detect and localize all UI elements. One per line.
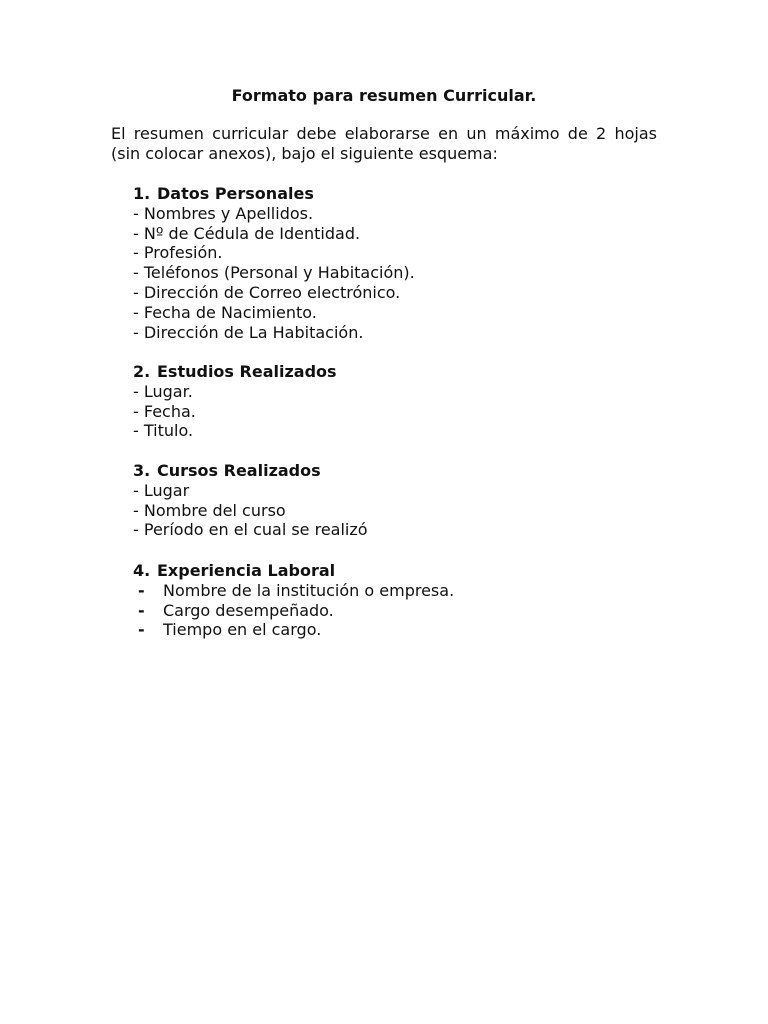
list-item: - Fecha de Nacimiento.	[133, 302, 317, 322]
section-title: Estudios Realizados	[157, 362, 337, 381]
list-item: - Lugar	[133, 480, 190, 500]
list-item	[133, 620, 673, 640]
list-item: - Período en el cual se realizó	[133, 520, 368, 540]
section-number: 4.	[133, 561, 151, 580]
list-item: - Titulo.	[133, 421, 194, 441]
list-item: - Dirección de Correo electrónico.	[133, 282, 401, 302]
list-item-text: Tiempo en el cargo.	[163, 620, 322, 640]
section-number: 1.	[133, 184, 151, 203]
document-title: Formato para resumen Curricular.	[231, 86, 537, 105]
list-item: - Nº de Cédula de Identidad.	[133, 223, 361, 243]
section-experiencia-laboral	[133, 561, 673, 640]
intro-paragraph: El resumen curricular debe elaborarse en un máximo de 2 hojas (sin colocar anexos), bajo el siguiente esquema:	[111, 124, 657, 163]
section-datos-personales	[133, 184, 673, 342]
section-heading	[133, 184, 673, 204]
list-item	[133, 581, 673, 601]
list-item: - Dirección de La Habitación.	[133, 322, 364, 342]
list-item-text: Cargo desempeñado.	[163, 600, 334, 620]
section-heading	[133, 362, 673, 382]
section-heading	[133, 561, 673, 581]
list-item: - Profesión.	[133, 243, 223, 263]
dash-bullet: -	[138, 600, 145, 620]
dash-bullet: -	[138, 580, 145, 600]
section-estudios-realizados	[133, 362, 673, 441]
section-number: 2.	[133, 362, 151, 381]
list-item: - Nombres y Apellidos.	[133, 203, 314, 223]
list-item: - Fecha.	[133, 401, 196, 421]
section-heading	[133, 461, 673, 481]
dash-bullet: -	[138, 620, 145, 640]
list-item-text: Nombre de la institución o empresa.	[163, 580, 455, 600]
section-cursos-realizados	[133, 461, 673, 540]
section-title: Cursos Realizados	[157, 461, 321, 480]
list-item: - Teléfonos (Personal y Habitación).	[133, 263, 415, 283]
list-item: - Nombre del curso	[133, 500, 286, 520]
section-number: 3.	[133, 461, 151, 480]
section-title: Datos Personales	[157, 184, 314, 203]
section-title: Experiencia Laboral	[157, 561, 336, 580]
list-item	[133, 601, 673, 621]
list-item: - Lugar.	[133, 381, 193, 401]
